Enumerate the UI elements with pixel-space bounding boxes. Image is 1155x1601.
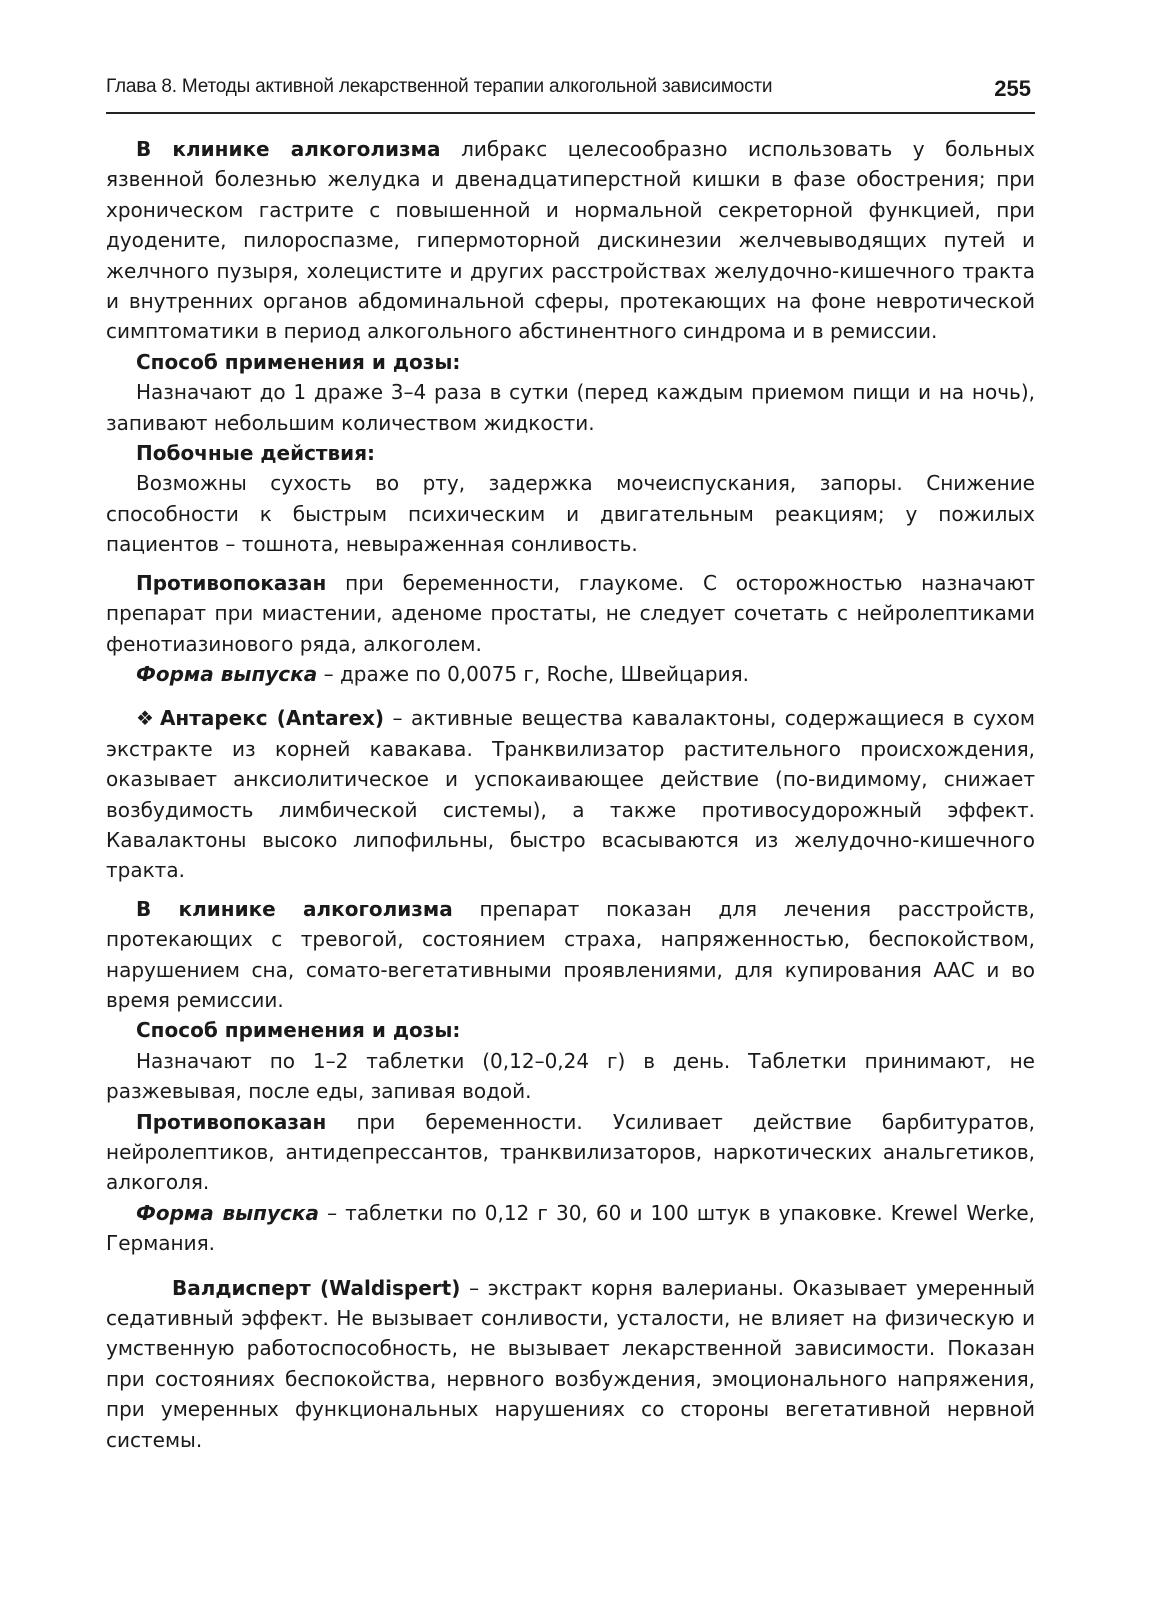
librax-clinic-lead: В клинике алкоголизма (136, 137, 441, 161)
antarex-intro-paragraph (106, 703, 1035, 885)
page-body (106, 134, 1035, 1455)
antarex-form-lead: Форма выпуска (136, 1200, 319, 1225)
librax-contra-text: при беременности, глаукоме. С осторожностью назначают препарат при миастении, аденоме простаты, не следует сочетать с нейролептиками фенотиазинового ряда, алкоголем. (106, 570, 1035, 656)
antarex-contra-text: при беременности. Усиливает действие барбитуратов, нейролептиков, антидепрессантов, транквилизаторов, наркотических анальгетиков, алкоголя. (106, 1109, 1035, 1195)
antarex-dose-heading-text: Способ применения и дозы: (136, 1018, 461, 1043)
antarex-dose-text: Назначают по 1–2 таблетки (0,12–0,24 г) в день. Таблетки принимают, не разжевывая, после еды, запивая водой. (106, 1048, 1035, 1104)
librax-dose-heading (106, 347, 1035, 377)
librax-dose-heading-text: Способ применения и дозы: (136, 349, 461, 374)
librax-form-text: – драже по 0,0075 г, Roche, Швейцария. (317, 661, 749, 686)
librax-form-lead: Форма выпуска (136, 661, 318, 686)
librax-contra-paragraph (106, 568, 1035, 659)
antarex-clinic-paragraph (106, 894, 1035, 1016)
antarex-intro-text: – активные вещества кавалактоны, содержащиеся в сухом экстракте из корней кавакава. Транквилизатор растительного происхождения, оказывает анксиолитическое и успокаивающее действие (по-видимому, снижает возбудимость лимбической системы), а также противосудорожный эффект. Кавалактоны высоко липофильны, быстро всасываются из желудочно-кишечного тракта. (106, 706, 1035, 883)
running-head: Глава 8. Методы активной лекарственной терапии алкогольной зависимости (106, 76, 773, 97)
waldispert-name: Валдисперт (Waldispert) (172, 1275, 461, 1300)
page-header (106, 70, 1035, 114)
waldispert-text: – экстракт корня валерианы. Оказывает умеренный седативный эффект. Не вызывает сонливости, усталости, не влияет на физическую и умственную работоспособность, не вызывает лекарственной зависимости. Показан при состояниях беспокойства, нервного возбуждения, эмоционального напряжения, при умеренных функциональных нарушениях со стороны вегетативной нервной системы. (106, 1275, 1036, 1452)
page-number: 255 (994, 76, 1031, 101)
diamond-bullet-icon: ❖ (136, 706, 154, 731)
antarex-form-text: – таблетки по 0,12 г 30, 60 и 100 штук в упаковке. Krewel Werke, Германия. (106, 1200, 1035, 1256)
antarex-clinic-text: препарат показан для лечения расстройств, протекающих с тревогой, состоянием страха, напряженностью, беспокойством, нарушением сна, сомато-вегетативными проявлениями, для купирования ААС и во время ремиссии. (106, 896, 1036, 1012)
librax-clinic-paragraph (106, 134, 1035, 347)
antarex-clinic-lead: В клинике алкоголизма (136, 896, 453, 921)
librax-contra-lead: Противопоказан (136, 570, 327, 595)
antarex-form-paragraph (106, 1198, 1035, 1259)
librax-side-heading (106, 438, 1035, 468)
librax-side-heading-text: Побочные действия: (136, 441, 376, 466)
antarex-contra-paragraph (106, 1107, 1035, 1198)
antarex-contra-lead: Противопоказан (136, 1109, 327, 1134)
antarex-dose-heading (106, 1015, 1035, 1045)
librax-side-text: Возможны сухость во рту, задержка мочеиспускания, запоры. Снижение способности к быстрым психическим и двигательным реакциям; у пожилых пациентов – тошнота, невыраженная сонливость. (106, 471, 1035, 557)
waldispert-paragraph (106, 1273, 1035, 1455)
librax-dose-text: Назначают до 1 драже 3–4 раза в сутки (перед каждым приемом пищи и на ночь), запивают небольшим количеством жидкости. (106, 380, 1035, 435)
antarex-name: Антарекс (Antarex) (159, 706, 385, 731)
librax-clinic-text: либракс целесообразно использовать у больных язвенной болезнью желудка и двенадцатиперстной кишки в фазе обострения; при хроническом гастрите с повышенной и нормальной секреторной функцией, при дуодените, пилороспазме, гипермоторной дискинезии желчевыводящих путей и желчного пузыря, холецистите и других расстройствах желудочно-кишечного тракта и внутренних органов абдоминальной сферы, протекающих на фоне невротической симптоматики в период алкогольного абстинентного синдрома и в ремиссии. (106, 137, 1036, 344)
librax-form-paragraph (106, 659, 1035, 689)
